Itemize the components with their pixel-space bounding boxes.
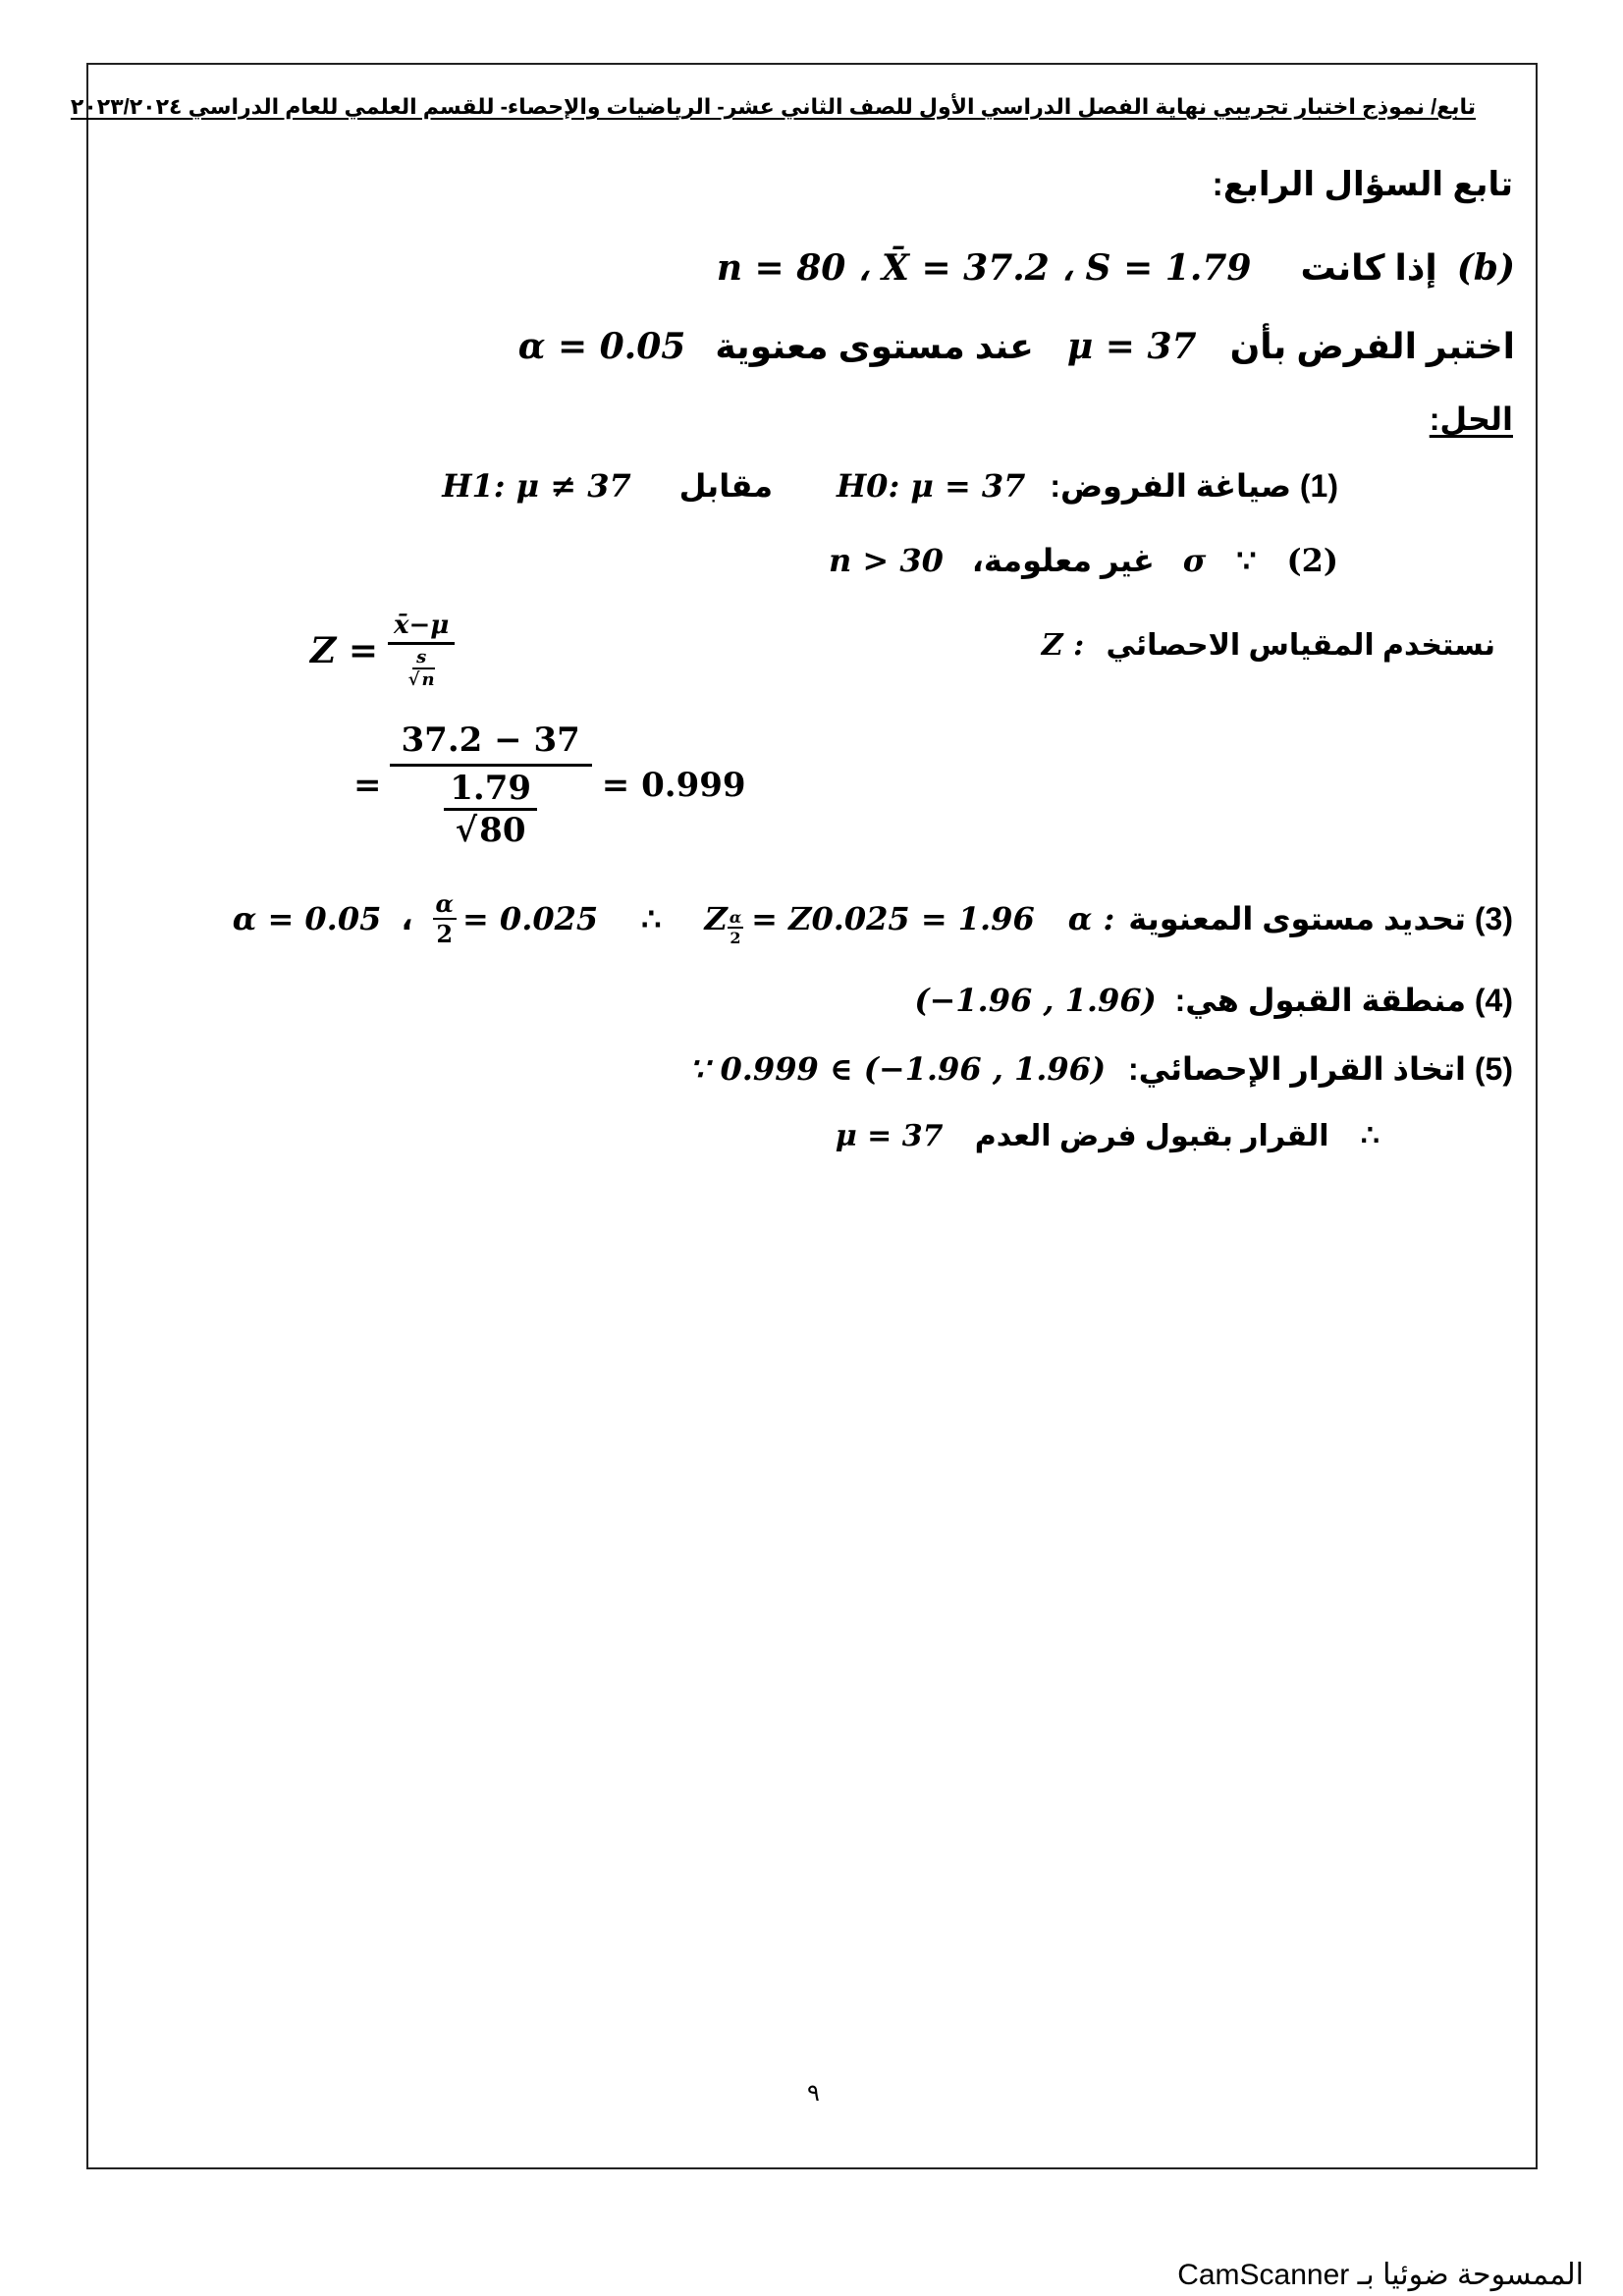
question-heading: تابع السؤال الرابع: (1212, 166, 1513, 203)
null-hypothesis: H0: μ = 37 (836, 467, 1026, 505)
step1-line (442, 467, 1338, 505)
acceptance-region: (−1.96 , 1.96) (914, 982, 1157, 1019)
calc-den-top: 1.79 (444, 769, 537, 811)
step3-symbol: α : (1067, 900, 1115, 937)
statistic-line (1042, 628, 1495, 663)
alpha-value: α = 0.05 (517, 326, 686, 367)
page-number: ٩ (807, 2080, 820, 2107)
statistic-text: نستخدم المقياس الاحصائي (1106, 629, 1495, 662)
therefore-symbol-2: ∴ (1360, 1119, 1380, 1153)
alpha-half-den: 2 (436, 920, 454, 948)
alpha-half-num: α (433, 889, 457, 920)
significance-text: عند مستوى معنوية (715, 326, 1034, 366)
if-given-text: إذا كانت (1300, 247, 1437, 288)
camscanner-footer: الممسوحة ضوئيا بـ CamScanner (1177, 2259, 1584, 2291)
step4-line (914, 982, 1513, 1019)
step5-text: (5) اتخاذ القرار الإحصائي: (1127, 1051, 1513, 1087)
z-symbol: Z (704, 900, 728, 937)
part-label: (b) (1456, 247, 1515, 289)
versus-text: مقابل (678, 468, 774, 504)
hypothesis-value: μ = 37 (1066, 326, 1197, 367)
solution-label: الحل: (1429, 401, 1513, 437)
step2-text: غير معلومة، (971, 543, 1155, 578)
critical-value-group (704, 890, 1034, 947)
conclusion-line (836, 1119, 1380, 1153)
critical-value: = Z0.025 = 1.96 (751, 900, 1035, 937)
test-text: اختبر الفرض بأن (1229, 326, 1515, 366)
calc-numerator: 37.2 − 37 (390, 721, 592, 767)
calc-equals: = (353, 766, 382, 805)
step5-line (689, 1050, 1513, 1088)
decision-math: ∵ 0.999 ∈ (−1.96 , 1.96) (689, 1050, 1107, 1088)
conclusion-value: μ = 37 (835, 1119, 944, 1153)
page-border (86, 63, 1538, 2169)
z-calculation: = 37.2 − 37 1.79 √80 = 0.999 (353, 721, 746, 850)
step2-number: (2) (1286, 542, 1338, 579)
page-header: تابع/ نموذج اختبار تجريبي نهاية الفصل الدراسي الأول للصف الثاني عشر- الرياضيات والإحصاء- للقسم العلمي للعام الدراسي ٢٠٢٣/٢٠٢٤ (70, 94, 1476, 119)
test-line (518, 326, 1515, 367)
sigma-symbol: σ (1182, 542, 1207, 579)
formula-den-top: s (412, 647, 430, 669)
calc-den-bottom: 80 (479, 811, 526, 850)
given-values: n = 80 ، X̄ = 37.2 ، S = 1.79 (716, 247, 1252, 289)
conclusion-text: القرار بقبول فرض العدم (974, 1120, 1329, 1152)
because-symbol: ∵ (1236, 542, 1257, 579)
step1-text: (1) صياغة الفروض: (1050, 468, 1338, 504)
formula-numerator: x̄−μ (388, 611, 455, 645)
formula-den-bottom: n (421, 669, 435, 690)
z-formula: Z = x̄−μ s √ n (310, 611, 455, 690)
formula-lhs: Z = (310, 629, 378, 671)
calc-result: = 0.999 (601, 766, 746, 805)
step4-text: (4) منطقة القبول هي: (1174, 983, 1513, 1018)
step3-line (233, 889, 1513, 948)
alpha-again: α = 0.05 (232, 900, 382, 937)
step2-line (829, 542, 1338, 579)
given-line (717, 247, 1515, 289)
step3-text: (3) تحديد مستوى المعنوية (1128, 901, 1513, 936)
therefore-symbol: ∴ (641, 900, 662, 937)
alternative-hypothesis: H1: μ ≠ 37 (442, 467, 631, 505)
statistic-symbol: Z : (1041, 628, 1085, 663)
alpha-half-value: = 0.025 (461, 900, 599, 937)
alpha-half-group (433, 889, 599, 948)
arabic-comma: ، (401, 901, 413, 936)
z-sub-num: α (729, 908, 742, 927)
z-sub-den: 2 (730, 929, 741, 947)
n-condition: n > 30 (828, 542, 944, 579)
